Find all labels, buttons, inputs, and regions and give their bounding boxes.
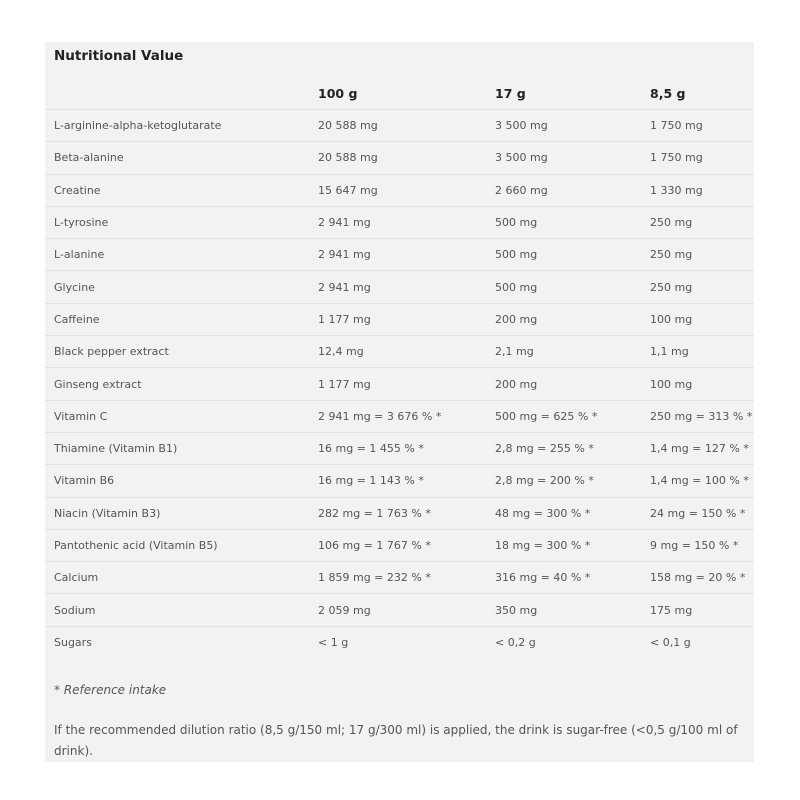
value-100g: 1 859 mg = 232 % * — [318, 562, 495, 594]
value-8-5g: 24 mg = 150 % * — [650, 497, 754, 529]
nutrition-table — [45, 78, 754, 658]
value-8-5g: 9 mg = 150 % * — [650, 529, 754, 561]
value-17g: 316 mg = 40 % * — [495, 562, 650, 594]
value-8-5g: 100 mg — [650, 303, 754, 335]
value-100g: 15 647 mg — [318, 174, 495, 206]
value-17g: 2,1 mg — [495, 336, 650, 368]
ingredient-name: Calcium — [45, 562, 318, 594]
value-100g: 16 mg = 1 143 % * — [318, 465, 495, 497]
value-17g: 500 mg — [495, 206, 650, 238]
value-17g: 200 mg — [495, 303, 650, 335]
ingredient-name: Vitamin B6 — [45, 465, 318, 497]
ingredient-name: L-alanine — [45, 239, 318, 271]
value-8-5g: 250 mg — [650, 271, 754, 303]
table-row — [45, 626, 754, 658]
value-17g: 2,8 mg = 255 % * — [495, 432, 650, 464]
value-17g: 500 mg — [495, 239, 650, 271]
value-17g: 3 500 mg — [495, 142, 650, 174]
value-8-5g: 250 mg = 313 % * — [650, 400, 754, 432]
ingredient-name: Caffeine — [45, 303, 318, 335]
value-17g: 200 mg — [495, 368, 650, 400]
value-17g: 2 660 mg — [495, 174, 650, 206]
value-17g: 48 mg = 300 % * — [495, 497, 650, 529]
value-100g: 282 mg = 1 763 % * — [318, 497, 495, 529]
ingredient-name: Sodium — [45, 594, 318, 626]
value-8-5g: 1,4 mg = 127 % * — [650, 432, 754, 464]
value-17g: 500 mg = 625 % * — [495, 400, 650, 432]
ingredient-name: Niacin (Vitamin B3) — [45, 497, 318, 529]
value-8-5g: 100 mg — [650, 368, 754, 400]
table-row — [45, 562, 754, 594]
table-row — [45, 336, 754, 368]
table-row — [45, 465, 754, 497]
value-100g: 1 177 mg — [318, 303, 495, 335]
table-header-row — [45, 78, 754, 110]
value-100g: 20 588 mg — [318, 142, 495, 174]
ingredient-name: L-arginine-alpha-ketoglutarate — [45, 110, 318, 142]
header-8-5g: 8,5 g — [650, 78, 754, 110]
table-row — [45, 368, 754, 400]
table-row — [45, 432, 754, 464]
value-8-5g: 1 750 mg — [650, 110, 754, 142]
value-100g: 2 059 mg — [318, 594, 495, 626]
value-8-5g: 250 mg — [650, 206, 754, 238]
value-17g: 2,8 mg = 200 % * — [495, 465, 650, 497]
value-100g: 2 941 mg — [318, 271, 495, 303]
ingredient-name: Sugars — [54, 635, 92, 649]
value-8-5g: 1 330 mg — [650, 174, 754, 206]
ingredient-name: Ginseng extract — [45, 368, 318, 400]
value-8-5g: 1 750 mg — [650, 142, 754, 174]
table-row — [45, 594, 754, 626]
table-row — [45, 174, 754, 206]
value-100g: < 1 g — [318, 635, 349, 649]
value-8-5g: 250 mg — [650, 239, 754, 271]
ingredient-name: Glycine — [45, 271, 318, 303]
value-8-5g: 158 mg = 20 % * — [650, 562, 754, 594]
dilution-note: If the recommended dilution ratio (8,5 g/150 ml; 17 g/300 ml) is applied, the drink is sugar-free (<0,5 g/100 ml of drink). — [54, 723, 738, 758]
table-row — [45, 497, 754, 529]
value-8-5g: 1,4 mg = 100 % * — [650, 465, 754, 497]
nutrition-panel — [45, 42, 754, 762]
value-8-5g: 175 mg — [650, 594, 754, 626]
ingredient-name: Beta-alanine — [45, 142, 318, 174]
value-17g: 3 500 mg — [495, 110, 650, 142]
nutrition-title: Nutritional Value — [54, 48, 184, 64]
value-17g: 350 mg — [495, 594, 650, 626]
ingredient-name: Pantothenic acid (Vitamin B5) — [45, 529, 318, 561]
value-17g: 18 mg = 300 % * — [495, 529, 650, 561]
ingredient-name: Vitamin C — [45, 400, 318, 432]
value-100g: 12,4 mg — [318, 336, 495, 368]
value-100g: 1 177 mg — [318, 368, 495, 400]
ingredient-name: L-tyrosine — [45, 206, 318, 238]
value-8-5g: 1,1 mg — [650, 336, 754, 368]
header-ingredient — [45, 78, 318, 110]
ingredient-name: Thiamine (Vitamin B1) — [45, 432, 318, 464]
table-row — [45, 206, 754, 238]
value-100g: 2 941 mg — [318, 206, 495, 238]
table-row — [45, 110, 754, 142]
value-100g: 106 mg = 1 767 % * — [318, 529, 495, 561]
table-row — [45, 529, 754, 561]
value-100g: 16 mg = 1 455 % * — [318, 432, 495, 464]
value-17g: < 0,2 g — [495, 635, 536, 649]
value-8-5g: < 0,1 g — [650, 635, 691, 649]
value-100g: 2 941 mg — [318, 239, 495, 271]
table-row — [45, 239, 754, 271]
header-17g: 17 g — [495, 78, 650, 110]
value-17g: 500 mg — [495, 271, 650, 303]
ingredient-name: Black pepper extract — [45, 336, 318, 368]
ingredient-name: Creatine — [45, 174, 318, 206]
table-row — [45, 142, 754, 174]
value-100g: 20 588 mg — [318, 110, 495, 142]
table-row — [45, 400, 754, 432]
header-100g: 100 g — [318, 78, 495, 110]
reference-intake-note: * Reference intake — [54, 683, 167, 697]
table-row — [45, 271, 754, 303]
value-100g: 2 941 mg = 3 676 % * — [318, 400, 495, 432]
table-row — [45, 303, 754, 335]
table-body — [45, 110, 754, 659]
